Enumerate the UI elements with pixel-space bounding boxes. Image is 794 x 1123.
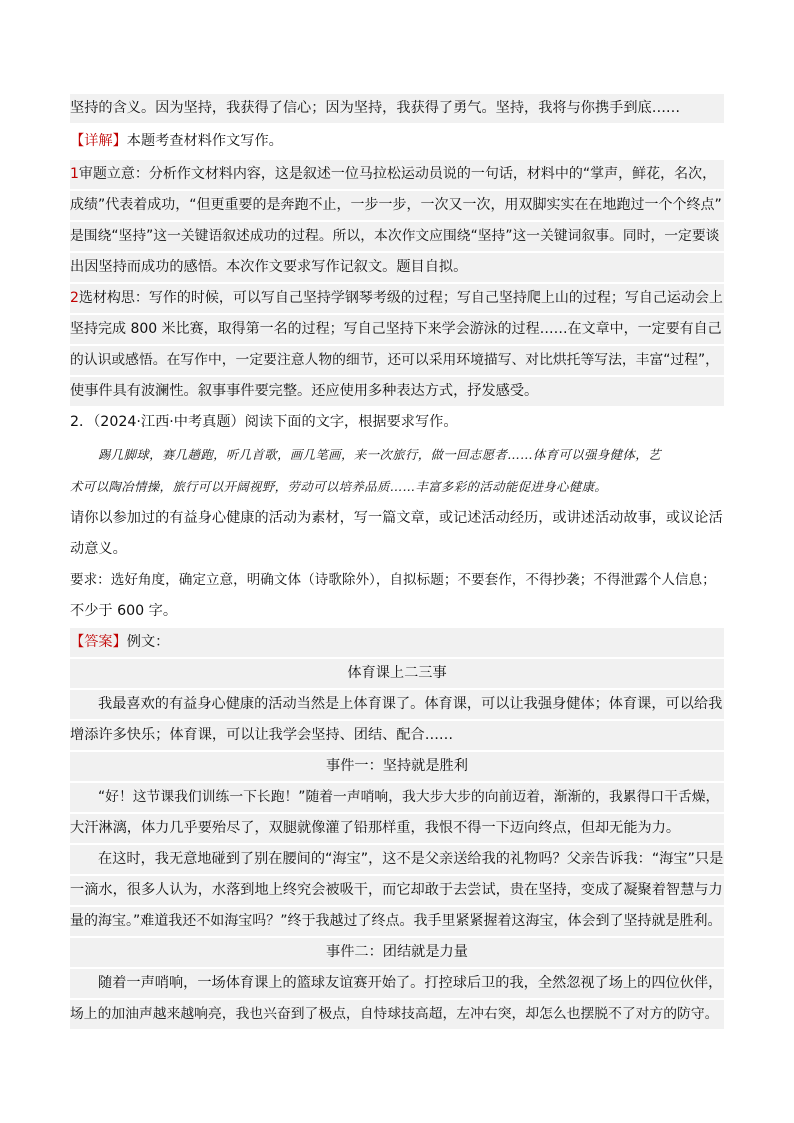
requirement-line: 要求：选好角度，确定立意，明确文体（诗歌除外），自拟标题；不要套作，不得抄袭；不得泄露个人信息； [70,572,716,588]
requirement-line: 不少于 600 字。 [70,603,178,619]
text-line: 使事件具有波澜性。叙事事件要完整。还应使用多种表达方式，抒发感受。 [70,377,724,406]
prompt-line: 动意义。 [70,541,127,557]
question-header [70,408,724,437]
essay-line: 大汗淋漓，体力几乎要殆尽了，双腿就像灌了铅那样重，我恨不得一下迈向终点，但却无能为力。 [70,814,724,843]
text-line: 是围绕“坚持”这一关键语叙述成功的过程。所以，本次作文应围绕“坚持”这一关键词叙事。同时，一定要谈 [70,222,724,251]
text-line: 成绩”代表着成功，“但更重要的是奔跑不止，一步一步，一次又一次，用双脚实实在在地跑过一个个终点” [70,191,724,220]
prompt-line: 请你以参加过的有益身心健康的活动为素材，写一篇文章，或记述活动经历，或讲述活动故事，或议论活 [70,510,723,526]
detail-tag: 【详解】 [70,133,127,149]
essay-line: 一滴水，很多人认为，水落到地上终究会被吸干，而它却敢于去尝试，贵在坚持，变成了凝聚着智慧与力 [70,876,724,905]
answer-header [70,628,724,657]
material-line: 踢几脚球，赛几趟跑，听几首歌，画几笔画，来一次旅行，做一回志愿者……体育可以强身健体，艺 [98,447,661,462]
text-line: 的认识或感悟。在写作中，一定要注意人物的细节，还可以采用环境描写、对比烘托等写法，丰富“过程”， [70,346,724,375]
text-line: 2选材构思：写作的时候，可以写自己坚持学钢琴考级的过程；写自己坚持爬上山的过程；写自己运动会上 [70,284,724,313]
question-number: 2 [70,414,80,430]
point-number: 1 [70,166,79,182]
text-line: 1审题立意：分析作文材料内容，这是叙述一位马拉松运动员说的一句话，材料中的“掌声，鲜花，名次， [70,160,724,189]
answer-label: 例文： [126,634,170,650]
essay-line: 场上的加油声越来越响亮，我也兴奋到了极点，自恃球技高超，左冲右突，却怎么也摆脱不了对方的防守。 [70,1000,724,1029]
essay-line: 增添许多快乐；体育课，可以让我学会坚持、团结、配合…… [70,721,724,750]
essay-line: “好！这节课我们训练一下长跑！”随着一声哨响，我大步大步的向前迈着，渐渐的，我累得口干舌燥， [70,783,724,812]
material-line: 术可以陶冶情操，旅行可以开阔视野，劳动可以培养品质……丰富多彩的活动能促进身心健康。 [70,479,608,494]
essay-line: 量的海宝。”难道我还不如海宝吗？”终于我越过了终点。我手里紧紧握着这海宝，体会到了坚持就是胜利。 [70,907,724,936]
point-number: 2 [70,290,79,306]
question-source: ．（2024·江西·中考真题）阅读下面的文字，根据要求写作。 [79,414,458,430]
essay-line: 随着一声哨响，一场体育课上的篮球友谊赛开始了。打控球后卫的我，全然忽视了场上的四位伙伴， [70,969,724,998]
essay-title: 体育课上二三事 [70,659,724,688]
detail-paragraph [70,127,724,156]
essay-line: 我最喜欢的有益身心健康的活动当然是上体育课了。体育课，可以让我强身健体；体育课，可以给我 [70,690,724,719]
essay-line: 在这时，我无意地碰到了别在腰间的“海宝”，这不是父亲送给我的礼物吗？父亲告诉我：“海宝”只是 [70,845,724,874]
answer-tag: 【答案】 [70,634,127,650]
text-line: 坚持完成 800 米比赛，取得第一名的过程；写自己坚持下来学会游泳的过程……在文章中，一定要有自己 [70,315,724,344]
text-line: 出因坚持而成功的感悟。本次作文要求写作记叙文。题目自拟。 [70,253,724,282]
event-title: 事件一：坚持就是胜利 [70,752,724,781]
text-line: 坚持的含义。因为坚持，我获得了信心；因为坚持，我获得了勇气。坚持，我将与你携手到底…… [70,94,724,123]
event-title: 事件二：团结就是力量 [70,938,724,967]
detail-text: 本题考查材料作文写作。 [126,133,283,149]
